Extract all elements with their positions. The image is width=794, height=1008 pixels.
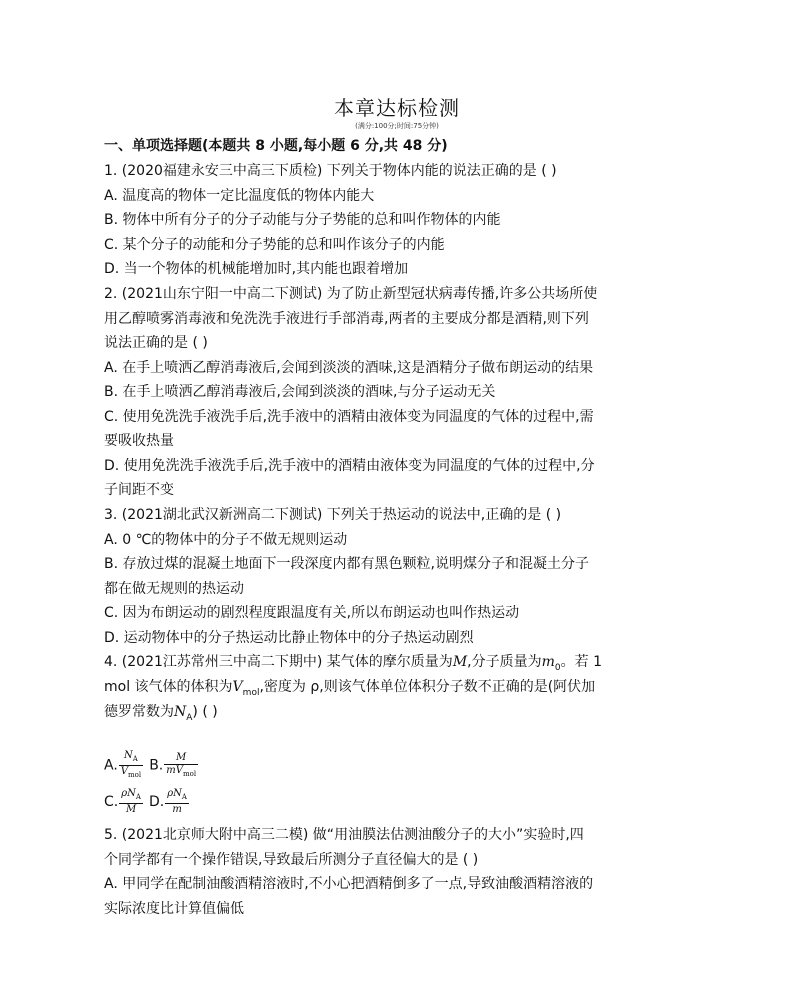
q2-option-d-line2: 子间距不变 xyxy=(104,482,174,498)
page-title: 本章达标检测 xyxy=(334,96,460,120)
fracA-den: V xyxy=(120,766,129,777)
q4-stem-line2 xyxy=(104,678,595,702)
q4-stem1-a: 4. (2021江苏常州三中高二下期中) 某气体的摩尔质量为 xyxy=(104,654,453,670)
fracD-num: ρN xyxy=(167,788,182,799)
q4-option-d-fraction xyxy=(165,788,189,816)
q1-stem: 1. (2020福建永安三中高三下质检) 下列关于物体内能的说法正确的是 ( ) xyxy=(104,163,557,179)
symbol-NA: N xyxy=(174,704,187,720)
q2-option-b: B. 在手上喷洒乙醇消毒液后,会闻到淡淡的酒味,与分子运动无关 xyxy=(104,384,496,400)
symbol-m0-sub: 0 xyxy=(554,662,561,673)
q2-stem-line3: 说法正确的是 ( ) xyxy=(104,335,208,351)
q4-stem2-a: mol 该气体的体积为 xyxy=(104,679,233,695)
q4-stem1-c: 。若 1 xyxy=(560,654,602,670)
fracC-den: M xyxy=(125,804,137,815)
fracB-den-sub: mol xyxy=(182,769,197,778)
q2-stem-line1: 2. (2021山东宁阳一中高二下测试) 为了防止新型冠状病毒传播,许多公共场所使 xyxy=(104,286,598,302)
q4-option-b-fraction xyxy=(164,752,198,780)
q4-options-cd xyxy=(104,788,190,816)
q3-stem: 3. (2021湖北武汉新洲高二下测试) 下列关于热运动的说法中,正确的是 ( ) xyxy=(104,507,562,523)
q5-stem-line1: 5. (2021北京师大附中高三二模) 做“用油膜法估测油酸分子的大小”实验时,四 xyxy=(104,827,584,843)
symbol-m0: m xyxy=(541,654,555,670)
q4-option-d-label: D. xyxy=(149,794,165,810)
q4-stem3-a: 德罗常数为 xyxy=(104,704,174,720)
q4-option-c-fraction xyxy=(119,788,143,816)
q2-option-d-line1: D. 使用免洗洗手液洗手后,洗手液中的酒精由液体变为同温度的气体的过程中,分 xyxy=(104,458,595,474)
q3-option-c: C. 因为布朗运动的剧烈程度跟温度有关,所以布朗运动也叫作热运动 xyxy=(104,605,520,621)
fracC-num: ρN xyxy=(121,788,136,799)
symbol-M: M xyxy=(452,654,468,670)
q3-option-d: D. 运动物体中的分子热运动比静止物体中的分子热运动剧烈 xyxy=(104,630,474,646)
fracD-num-sub: A xyxy=(181,793,187,801)
symbol-NA-sub: A xyxy=(186,712,193,723)
q3-option-b-line1: B. 存放过煤的混凝土地面下一段深度内都有黑色颗粒,说明煤分子和混凝土分子 xyxy=(104,556,589,572)
q5-option-a-line1: A. 甲同学在配制油酸酒精溶液时,不小心把酒精倒多了一点,导致油酸酒精溶液的 xyxy=(104,876,594,892)
fracC-num-sub: A xyxy=(135,793,141,801)
q4-stem-line3 xyxy=(104,703,218,727)
score-time-note: (满分:100分;时间:75分钟) xyxy=(355,122,439,130)
q4-options-ab xyxy=(104,750,199,781)
q4-stem3-b: ) ( ) xyxy=(192,704,218,720)
fracD-den: m xyxy=(172,804,182,815)
q1-option-c: C. 某个分子的动能和分子势能的总和叫作该分子的内能 xyxy=(104,237,445,253)
q4-stem2-b: ,密度为 ρ,则该气体单位体积分子数不正确的是(阿伏加 xyxy=(259,679,596,695)
q4-option-a-label: A. xyxy=(104,757,118,774)
symbol-V: V xyxy=(232,679,243,695)
q4-stem1-b: ,分子质量为 xyxy=(467,654,542,670)
q2-option-a: A. 在手上喷洒乙醇消毒液后,会闻到淡淡的酒味,这是酒精分子做布朗运动的结果 xyxy=(104,360,594,376)
q4-option-a-fraction xyxy=(119,750,143,781)
q3-option-a: A. 0 ℃的物体中的分子不做无规则运动 xyxy=(104,532,348,548)
section-heading: 一、单项选择题(本题共 8 小题,每小题 6 分,共 48 分) xyxy=(104,138,448,154)
q5-stem-line2: 个同学都有一个操作错误,导致最后所测分子直径偏大的是 ( ) xyxy=(104,852,479,868)
q4-option-c-label: C. xyxy=(104,794,119,810)
fracA-num-sub: A xyxy=(132,755,138,763)
fracA-num: N xyxy=(124,750,133,761)
q1-option-b: B. 物体中所有分子的分子动能与分子势能的总和叫作物体的内能 xyxy=(104,212,501,228)
symbol-V-sub: mol xyxy=(242,687,260,698)
fracA-den-sub: mol xyxy=(128,771,142,779)
q2-option-c-line1: C. 使用免洗洗手液洗手后,洗手液中的酒精由液体变为同温度的气体的过程中,需 xyxy=(104,409,594,425)
q2-option-c-line2: 要吸收热量 xyxy=(104,433,174,449)
fracB-num: M xyxy=(176,751,187,763)
q1-option-d: D. 当一个物体的机械能增加时,其内能也跟着增加 xyxy=(104,261,409,277)
q3-option-b-line2: 都在做无规则的热运动 xyxy=(104,581,244,597)
q4-option-b-label: B. xyxy=(149,757,164,774)
q2-stem-line2: 用乙醇喷雾消毒液和免洗洗手液进行手部消毒,两者的主要成分都是酒精,则下列 xyxy=(104,311,589,327)
fracB-den: mV xyxy=(166,764,183,776)
q4-stem-line1 xyxy=(104,653,602,677)
q5-option-a-line2: 实际浓度比计算值偏低 xyxy=(104,901,244,917)
q1-option-a: A. 温度高的物体一定比温度低的物体内能大 xyxy=(104,188,375,204)
